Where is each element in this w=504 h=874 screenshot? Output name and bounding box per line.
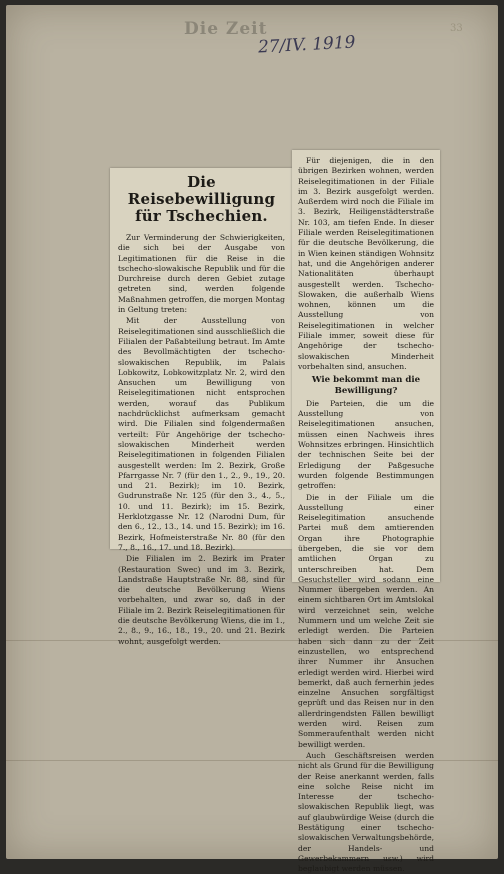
article-paragraph: Die in der Filiale um die Ausstellung einer Reiselegitimation ansuchende Partei muß dem amtierenden Organ ihre Photographie übergeben, die sie vor dem amtlichen Organ zu unterschreiben hat. Dem Gesuchsteller wird sodann eine Nummer übergeben werden. An einem sichtbaren Ort im Amtslokal wird verzeichnet sein, welche Nummern und um welche Zeit sie erledigt werden. Die Parteien haben sich dann zu der Zeit einzustellen, wo entsprechend ihrer Nummer ihr Ansuchen erledigt werden wird. Hierbei wird bemerkt, daß auch fernerhin jedes einzelne Ansuchen sorgfältigst geprüft und das Reisen nur in den allerdringendsten Fällen bewilligt werden wird. Reisen zum Sommeraufenthalt werden nicht bewilligt werden. — [298, 492, 434, 749]
article-subheading: Wie bekommt man die Bewilligung? — [311, 375, 421, 396]
article-paragraph: Für diejenigen, die in den übrigen Bezirken wohnen, werden Reiselegitimationen in der Filiale im 3. Bezirk ausgefolgt werden. Außerdem wird noch die Filiale im 3. Bezirk, Heiligenstädterstraße Nr. 103, am tiefen Ende. In dieser Filiale werden Reiselegitimationen für die deutsche Bevölkerung, die in Wien keinen ständigen Wohnsitz hat, und die Angehörigen anderer Nationalitäten überhaupt ausgestellt werden. Tschecho-Slowaken, die außerhalb Wiens wohnen, können um die Ausstellung von Reiselegitimationen in welcher Filiale immer, soweit diese für Angehörige der tschecho-slowakischen Minderheit vorbehalten sind, ansuchen. — [298, 156, 434, 371]
handwritten-date: 27/IV. 1919 — [257, 32, 356, 58]
clipping-right-column — [292, 150, 440, 874]
article-paragraph: Mit der Ausstellung von Reiselegitimationen sind ausschließlich die Filialen der Paßabteilung betraut. Im Amte des Bevollmächtigten der tschecho-slowakischen Republik, im Palais Lobkowitz, Lobkowitzplatz Nr. 2, wird den Ansuchen um Bewilligung von Reiselegitimationen nicht entsprochen werden, worauf das Publikum nachdrücklichst aufmerksam gemacht wird. Die Filialen sind folgendermaßen verteilt: Für Angehörige der tschecho-slowakischen Minderheit werden Reiselegitimationen in folgenden Filialen ausgestellt werden: Im 2. Bezirk, Große Pfarrgasse Nr. 7 (für den 1., 2., 9., 19., 20. und 21. Bezirk); im 10. Bezirk, Gudrunstraße Nr. 125 (für den 3., 4., 5., 10. und 11. Bezirk); im 15. Bezirk, Herklotzgasse Nr. 12 (Narodni Dum, für den 6., 12., 13., 14. und 15. Bezirk); im 16. Bezirk, Hofmeisterstraße Nr. 80 (für den 7., 8., 16., 17. und 18. Bezirk). — [118, 316, 285, 552]
article-paragraph: Auch Geschäftsreisen werden nicht als Grund für die Bewilligung der Reise anerkannt werden, falls eine solche Reise nicht im Interesse der tschecho-slowakischen Republik liegt, was auf glaubwürdige Weise (durch die Bestätigung einer tschecho-slowakischen Verwaltungsbehörde, der Handels- und Gewerbekammern usw.) wird beglaubigt werden müssen. — [298, 750, 434, 874]
article-paragraph: Die Parteien, die um die Ausstellung von Reiselegitimationen ansuchen, müssen einen Nachweis ihres Wohnsitzes erbringen. Hinsichtlich der technischen Seite bei der Erledigung der Paßgesuche wurden folgende Bestimmungen getroffen: — [298, 398, 434, 491]
corner-note: 33 — [450, 23, 463, 34]
newspaper-name-stamp: Die Zeit — [184, 19, 268, 39]
clipping-left-column — [110, 168, 292, 646]
article-paragraph: Zur Verminderung der Schwierigkeiten, die sich bei der Ausgabe von Legitimationen für die Reise in die tschecho-slowakische Republik und für die Durchreise durch deren Gebiet zutage getreten sind, werden folgende Maßnahmen getroffen, die morgen Montag in Geltung treten: — [118, 233, 285, 315]
article-headline: Die Reisebewilligung für Tschechien. — [127, 173, 276, 225]
article-paragraph: Die Filialen im 2. Bezirk im Prater (Restauration Swec) und im 3. Bezirk, Landstraße Hauptstraße Nr. 88, sind für die deutsche Bevölkerung Wiens vorbehalten, und zwar so, daß in der Filiale im 2. Bezirk Reiselegitimationen für die deutsche Bevölkerung Wiens, die im 1., 2., 8., 9., 16., 18., 19., 20. und 21. Bezirk wohnt, ausgefolgt werden. — [118, 554, 285, 646]
